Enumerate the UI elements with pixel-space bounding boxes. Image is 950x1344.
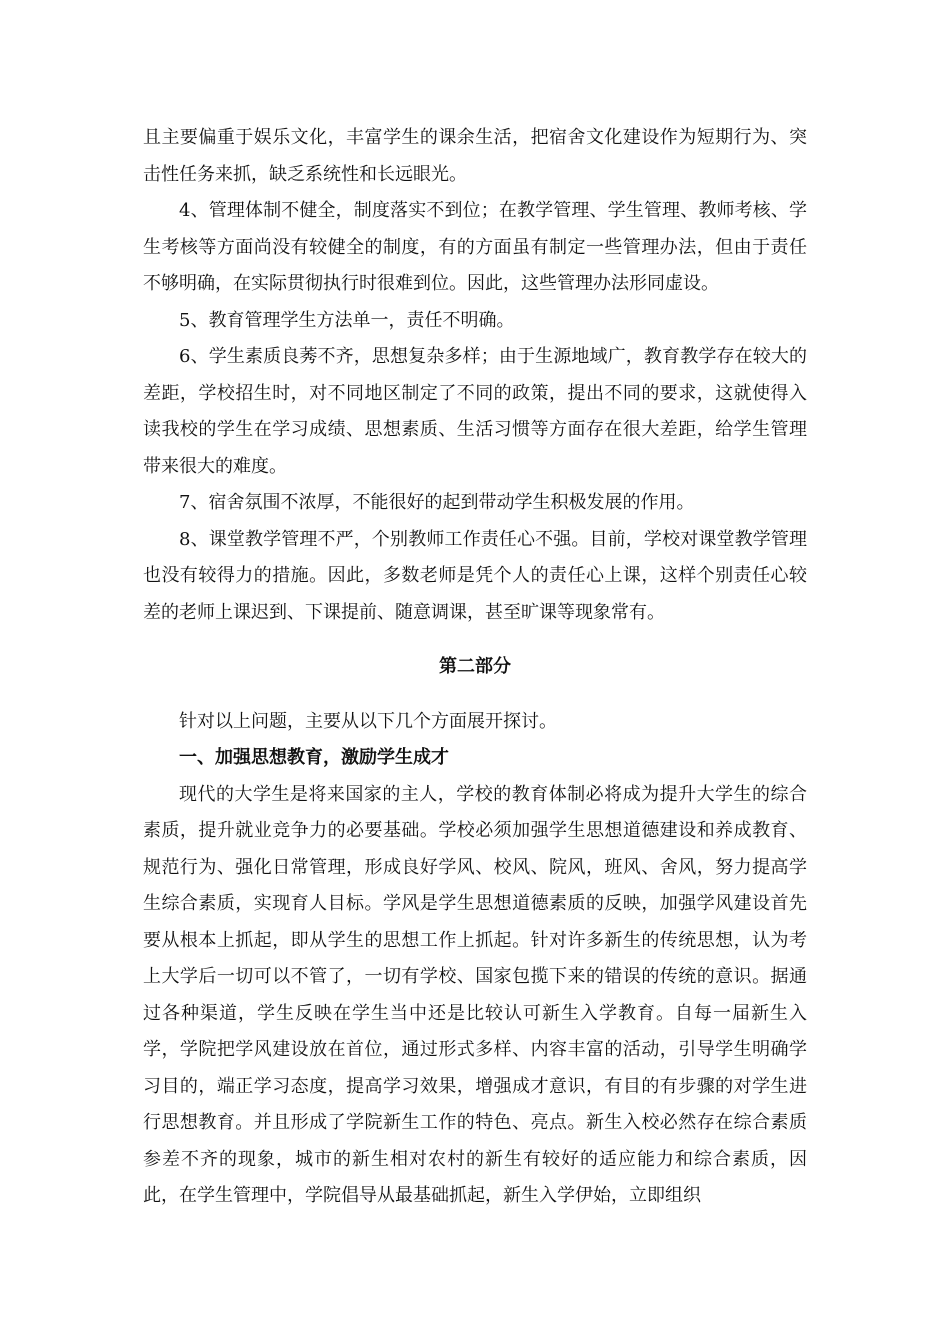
body-paragraph: 现代的大学生是将来国家的主人，学校的教育体制必将成为提升大学生的综合素质，提升就业竞争力的必要基础。学校必须加强学生思想道德建设和养成教育、规范行为、强化日常管理，形成良好学风、校风、院风，班风、舍风，努力提高学生综合素质，实现育人目标。学风是学生思想道德素质的反映，加强学风建设首先要从根本上抓起，即从学生的思想工作上抓起。针对许多新生的传统思想，认为考上大学后一切可以不管了，一切有学校、国家包揽下来的错误的传统的意识。据通过各种渠道，学生反映在学生当中还是比较认可新生入学教育。自每一届新生入学，学院把学风建设放在首位，通过形式多样、内容丰富的活动，引导学生明确学习目的，端正学习态度，提高学习效果，增强成才意识，有目的有步骤的对学生进行思想教育。并且形成了学院新生工作的特色、亮点。新生入校必然存在综合素质参差不齐的现象，城市的新生相对农村的新生有较好的适应能力和综合素质，因此，在学生管理中，学院倡导从最基础抓起，新生入学伊始，立即组织 (143, 783, 807, 1206)
subheading-1: 一、加强思想教育，激励学生成才 (179, 747, 449, 768)
section-heading: 第二部分 (439, 656, 511, 677)
paragraph-item-5: 5、教育管理学生方法单一，责任不明确。 (179, 309, 515, 331)
paragraph-continuation: 且主要偏重于娱乐文化，丰富学生的课余生活，把宿舍文化建设作为短期行为、突击性任务来抓，缺乏系统性和长远眼光。 (143, 127, 807, 185)
paragraph-item-8: 8、课堂教学管理不严，个别教师工作责任心不强。目前，学校对课堂教学管理也没有较得力的措施。因此，多数老师是凭个人的责任心上课，这样个别责任心较差的老师上课迟到、下课提前、随意调课，甚至旷课等现象常有。 (143, 528, 807, 623)
intro-paragraph: 针对以上问题，主要从以下几个方面展开探讨。 (179, 710, 557, 732)
paragraph-item-6: 6、学生素质良莠不齐，思想复杂多样；由于生源地域广，教育教学存在较大的差距，学校招生时，对不同地区制定了不同的政策，提出不同的要求，这就使得入读我校的学生在学习成绩、思想素质、生活习惯等方面存在很大差距，给学生管理带来很大的难度。 (143, 346, 807, 477)
paragraph-item-4: 4、管理体制不健全，制度落实不到位；在教学管理、学生管理、教师考核、学生考核等方面尚没有较健全的制度，有的方面虽有制定一些管理办法，但由于责任不够明确，在实际贯彻执行时很难到位。因此，这些管理办法形同虚设。 (143, 200, 807, 294)
document-page (143, 120, 807, 1215)
paragraph-item-7: 7、宿舍氛围不浓厚，不能很好的起到带动学生积极发展的作用。 (179, 492, 695, 513)
